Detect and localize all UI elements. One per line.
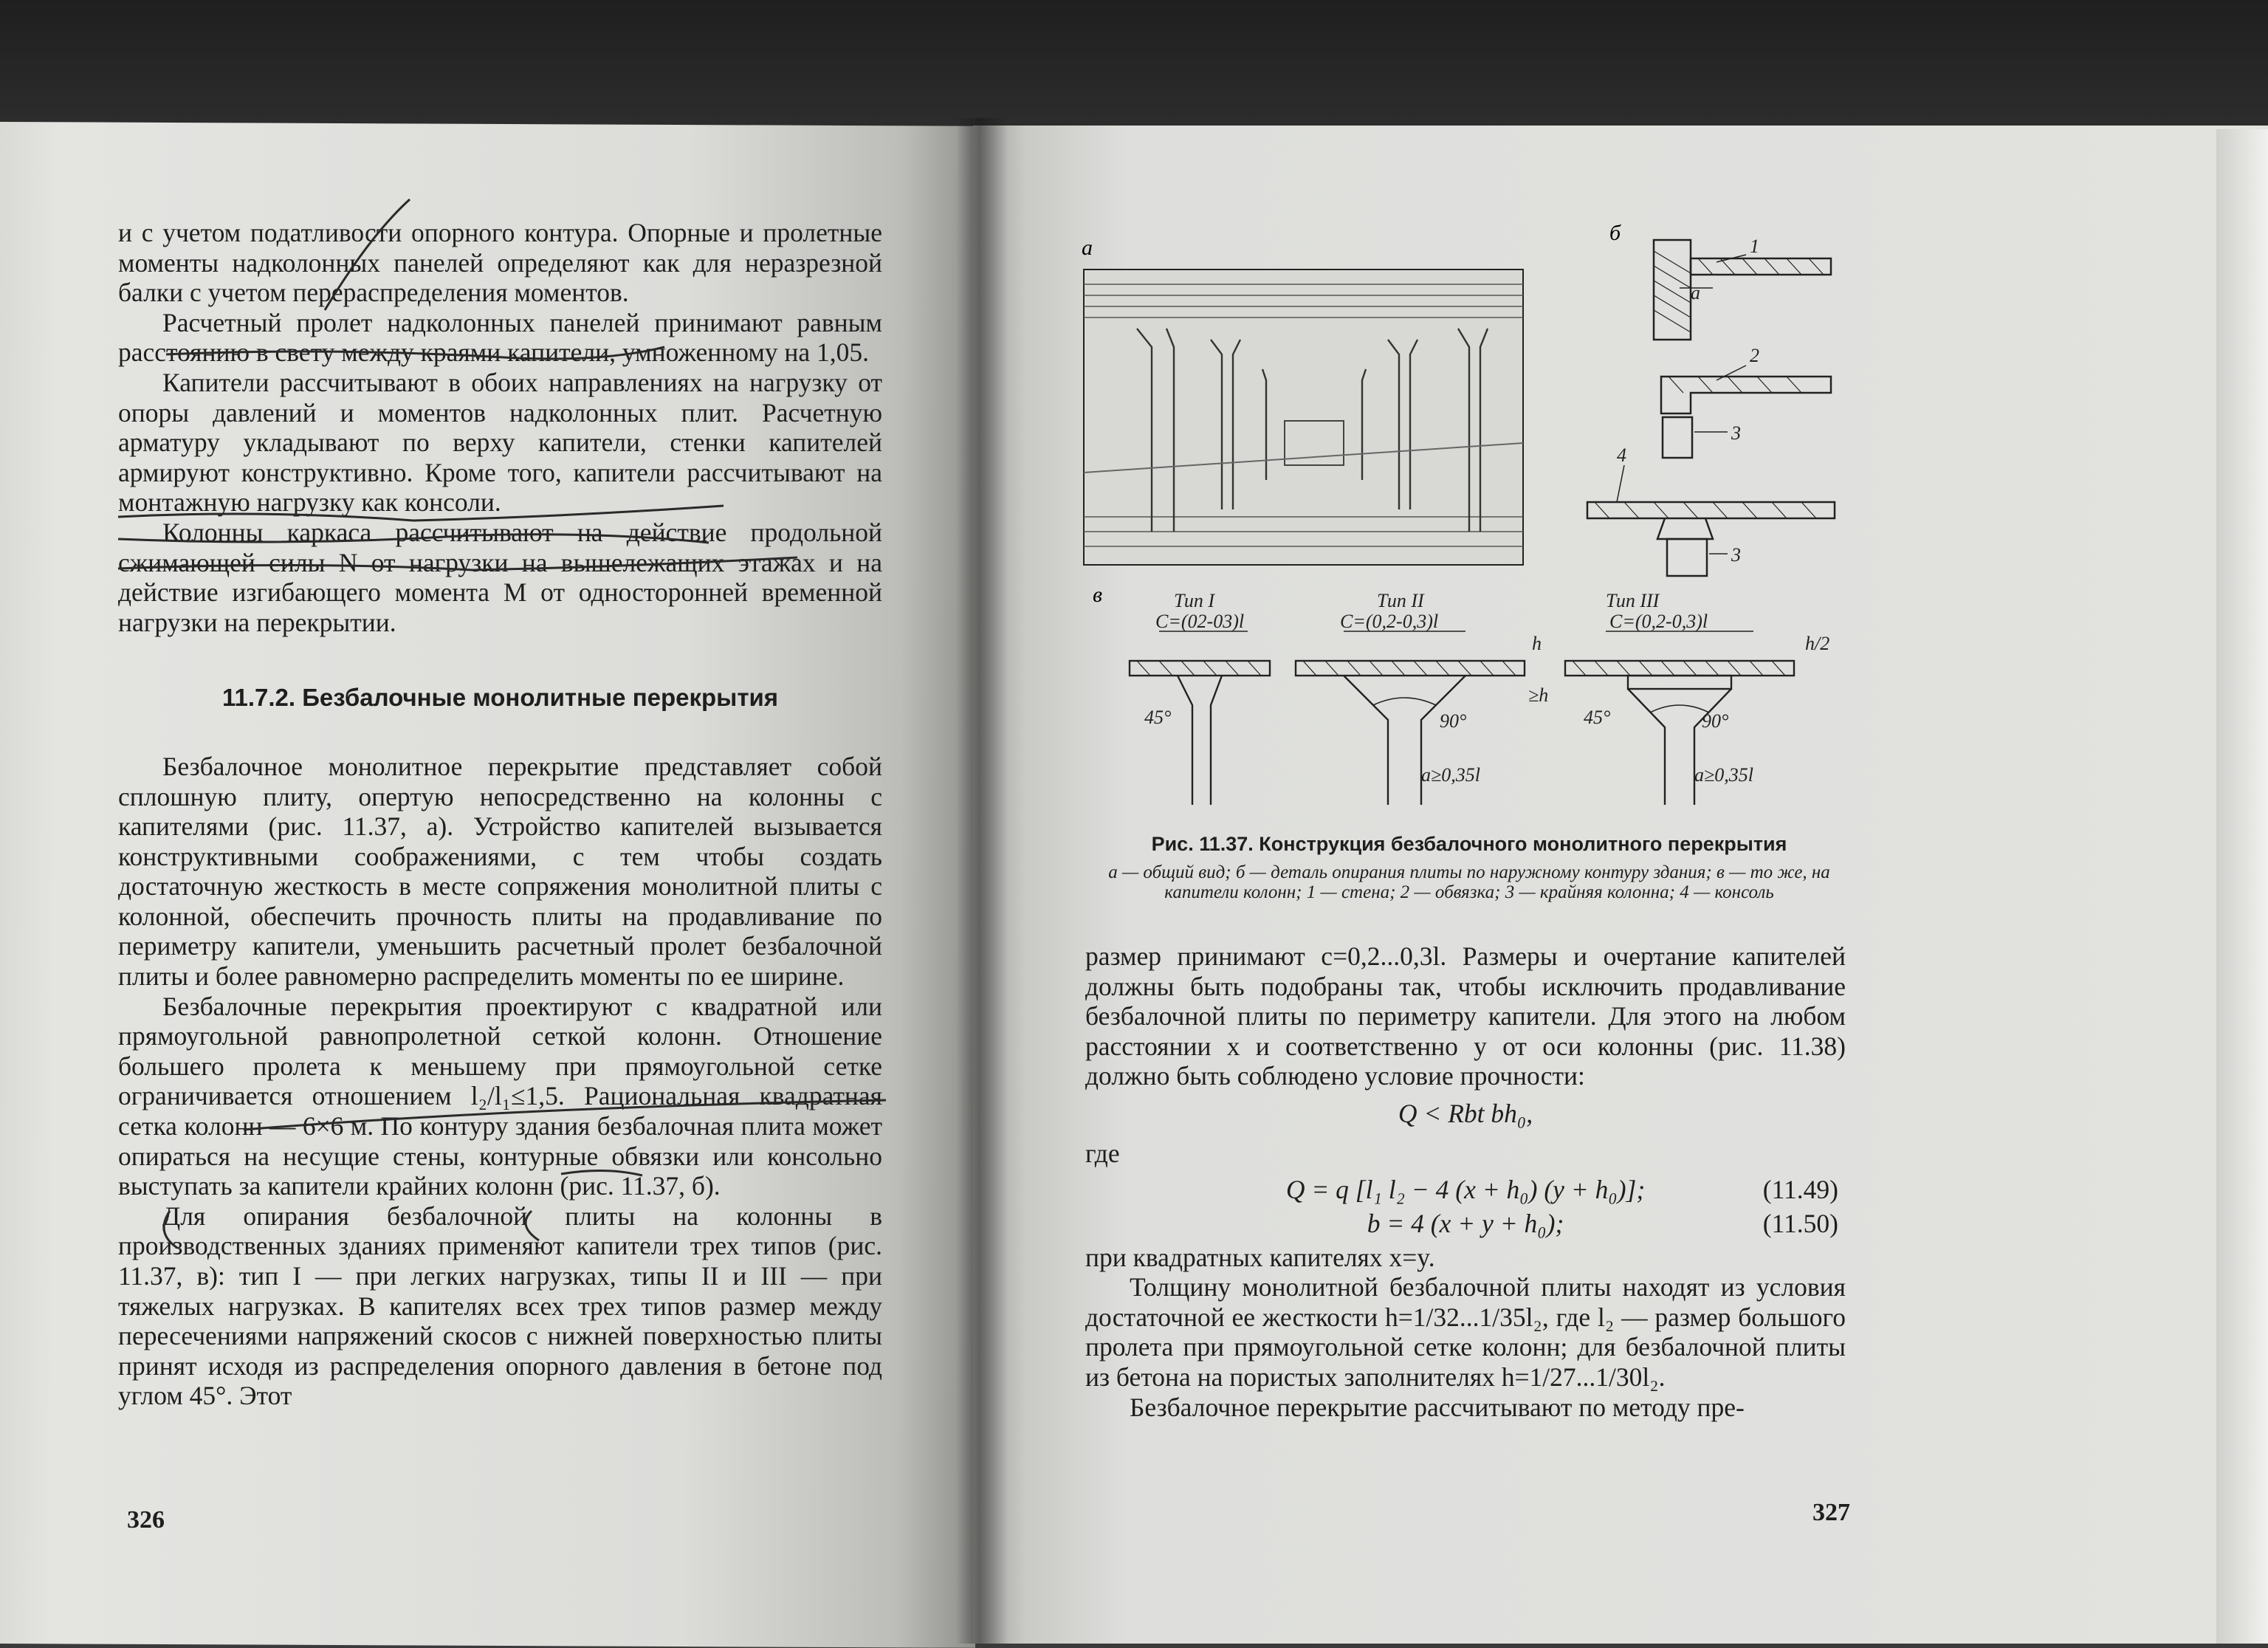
c-dimension: C=(02-03)l [1155, 611, 1245, 632]
angle-label: 90° [1702, 710, 1729, 732]
formula-b: b = 4 (x + y + h₀); [1367, 1208, 1564, 1238]
figure-number: 2 [1750, 345, 1759, 366]
figure-number: 4 [1617, 444, 1626, 466]
paragraph: Безбалочное монолитное перекрытие представляет собой сплошную плиту, опертую непосредственно на колонны с капителями (рис. 11.37, а). Устройство капителей вызывается конструктивными соображениями, с тем чтобы создать достаточную жесткость в месте сопряжения монолитной плиты с колонной, обеспечить прочность плиты на продавливание по периметру капители, уменьшить расчетный пролет безбалочной плиты и более равномерно распределить моменты по ее ширине. [118, 751, 882, 992]
paragraph: Для опирания безбалочной плиты на колонны в производственных зданиях применяют капители трех типов (рис. 11.37, в): тип I — при легких нагрузках, типы II и III — при тяжелых нагрузках. В капителях всех трех типов размер между пересечениями напряжений скосов с нижней поверхностью плиты принят исходя из распределения опорного давления в бетоне под углом 45°. Этот [118, 1201, 882, 1411]
c-dimension: C=(0,2-0,3)l [1609, 611, 1708, 632]
angle-label: 45° [1584, 707, 1611, 728]
page-number-left: 326 [127, 1506, 165, 1534]
formula-strength: Q < Rbt bh₀, [1398, 1098, 1533, 1128]
figure-label-a: а [1082, 236, 1093, 260]
paragraph: Безбалочное перекрытие рассчитывают по методу пре- [1130, 1392, 1745, 1422]
paragraph: Толщину монолитной безбалочной плиты находят из условия достаточной ее жесткости h=1/32...1/35l₂, где l₂ — размер большого пролета при прямоугольной сетке колонн; для безбалочной плиты из бетона на пористых заполнителях h=1/27...1/30l₂. [1085, 1272, 1846, 1392]
figure-number: 1 [1750, 236, 1759, 257]
figure-caption-text: а — общий вид; б — деталь опирания плиты по наружному контуру здания; в — то же, на капители колонн; 1 — стена; 2 — обвязка; 3 — крайняя колонна; 4 — консоль [1108, 862, 1830, 902]
paragraph: Колонны каркаса рассчитывают на действие продольной сжимающей силы N от нагрузки на вышележащих этажах и на действие изгибающего момента M от односторонней временной нагрузки на перекрытии. [118, 517, 882, 637]
figure-label-a-small: a [1691, 282, 1700, 303]
a-dimension: a≥0,35l [1694, 764, 1753, 786]
figure-label-v: в [1093, 583, 1103, 607]
formula-number: (11.50) [1762, 1208, 1838, 1238]
formula-number: (11.49) [1762, 1174, 1838, 1204]
paragraph: Расчетный пролет надколонных панелей принимают равным расстоянию в свету между краями капители, умноженному на 1,05. [118, 307, 882, 368]
left-text-column [118, 218, 882, 1411]
figure-number: 3 [1731, 544, 1741, 566]
angle-label: 45° [1144, 707, 1172, 728]
c-dimension: C=(0,2-0,3)l [1340, 611, 1439, 632]
right-text-column [1085, 941, 1846, 1422]
h-label: h [1532, 633, 1542, 654]
angle-label: 90° [1440, 710, 1467, 732]
background-dark [0, 0, 2268, 140]
formula-row [1085, 1209, 1846, 1243]
paragraph: при квадратных капителях x=y. [1085, 1242, 1435, 1272]
figure-label-b: б [1609, 221, 1621, 245]
paragraph: Безбалочные перекрытия проектируют с квадратной или прямоугольной равнопролетной сеткой колонн. Отношение большего пролета к меньшему при прямоугольной сетке ограничивается отношением l₂/l₁≤1,5. Рациональная квадратная сетка колонн — 6×6 м. По контуру здания безбалочная плита может опираться на несущие стены, контурные обвязки или консольно выступать за капители крайних колонн (рис. 11.37, б). [118, 991, 882, 1201]
paragraph: Капители рассчитывают в обоих направлениях на нагрузку от опоры давлений и моментов надколонных плит. Расчетную арматуру укладывают по верху капители, стенки капителей армируют конструктивно. Кроме того, капители рассчитывают на монтажную нагрузку как консоли. [118, 367, 882, 518]
a-dimension: a≥0,35l [1421, 764, 1480, 786]
h-label: h/2 [1805, 633, 1830, 654]
figure-number: 3 [1731, 422, 1741, 444]
figure-caption-title: Рис. 11.37. Конструкция безбалочного монолитного перекрытия [1151, 833, 1787, 855]
formula-row [1085, 1091, 1846, 1137]
formula-row [1085, 1175, 1846, 1209]
paragraph: размер принимают c=0,2...0,3l. Размеры и очертание капителей должны быть подобраны так, чтобы исключить продавливание безбалочной плиты по периметру капители. Для этого на любом расстоянии x и соответственно y от оси колонны (рис. 11.38) должно быть соблюдено условие прочности: [1085, 941, 1846, 1091]
page-number-right: 327 [1812, 1499, 1850, 1526]
book-spine-shadow [956, 118, 1008, 1644]
h-label: ≥h [1528, 684, 1549, 706]
page-edge [2216, 129, 2268, 1644]
paragraph: и с учетом податливости опорного контура. Опорные и пролетные моменты надколонных панелей определяют как для неразрезной балки с учетом перераспределения моментов. [118, 218, 882, 308]
formula-where: где [1085, 1138, 1120, 1168]
section-heading: 11.7.2. Безбалочные монолитные перекрытия [221, 684, 779, 712]
type-label: Тип III [1606, 590, 1660, 611]
type-label: Тип I [1174, 590, 1214, 611]
type-label: Тип II [1377, 590, 1424, 611]
formula-q: Q = q [l₁ l₂ − 4 (x + h₀) (y + h₀)]; [1285, 1174, 1646, 1204]
